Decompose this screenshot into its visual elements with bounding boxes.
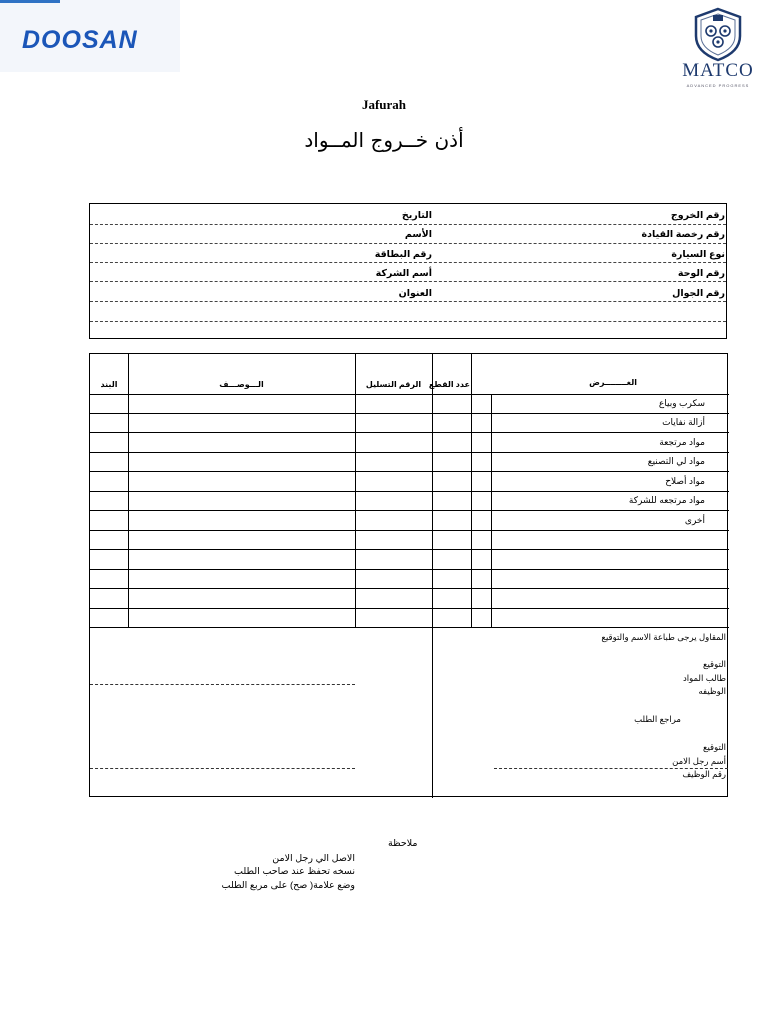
item-header: البند (100, 380, 118, 389)
vehicle-type-label: نوع السيارة (671, 249, 725, 260)
items-table (89, 353, 728, 797)
exit-number-label: رقم الخروج (670, 210, 725, 221)
purpose-checkbox[interactable] (477, 437, 487, 448)
purpose-option: مواد أصلاح (665, 476, 705, 486)
matco-logo-tagline: ADVANCED PROGRESS (686, 83, 750, 88)
company-name-label: أسم الشركة (375, 268, 432, 279)
reviewer-label: مراجع الطلب (634, 714, 681, 724)
driving-license-label: رقم رخصة القيادة (641, 229, 725, 240)
divider (90, 281, 726, 282)
form-title: أذن خــروج المــواد (304, 128, 464, 152)
signature-label: التوقيع (702, 659, 726, 669)
exit-info-box (89, 203, 727, 339)
purpose-option: أخرى (684, 515, 705, 525)
doosan-logo-text: DOOSAN (22, 26, 138, 54)
matco-shield-icon (668, 6, 768, 62)
purpose-option: مواد لي التصنيع (647, 456, 705, 466)
purpose-option: مواد مرتجعه للشركة (628, 495, 705, 505)
matco-logo (668, 6, 768, 92)
qty-header: عدد القطع (428, 380, 470, 389)
contractor-note: المقاول يرجى طباعة الاسم والتوقيع (601, 632, 726, 642)
purpose-header: الغــــــــرض (589, 378, 637, 387)
job-number-label: رقم الوظيف (682, 769, 726, 779)
divider (90, 262, 726, 263)
doosan-logo (0, 0, 180, 72)
note-line: الاصل الي رجل الامن (272, 853, 355, 864)
purpose-checkbox[interactable] (477, 515, 487, 526)
purpose-checkbox[interactable] (477, 495, 487, 506)
security-name-label: أسم رجل الامن (672, 756, 726, 766)
site-title: Jafurah (361, 97, 407, 112)
signature-line (90, 768, 355, 769)
requester-label: طالب المواد (682, 673, 726, 683)
signature-label-2: التوقيع (702, 742, 726, 752)
description-header: الـــوصـــف (219, 380, 264, 389)
purpose-option: مواد مرتجعة (659, 437, 705, 447)
date-label: التاريخ (401, 210, 432, 221)
mobile-number-label: رقم الجوال (672, 288, 725, 299)
note-line: وضع علامة( صح) على مربع الطلب (221, 880, 355, 891)
id-card-label: رقم البطاقة (374, 249, 432, 260)
signature-line (90, 684, 355, 685)
note-line: نسخه تحفظ عند صاحب الطلب (234, 866, 355, 877)
address-label: العنوان (398, 288, 432, 299)
name-label: الأسم (404, 229, 432, 240)
matco-logo-text: MATCO (682, 60, 754, 81)
purpose-checkbox[interactable] (477, 398, 487, 409)
job-title-label: الوظيفه (698, 686, 726, 696)
plate-number-label: رقم الوحة (677, 268, 725, 279)
divider (90, 243, 726, 244)
notes-title: ملاحظة (388, 838, 418, 849)
purpose-option: سكرب وبياع (658, 398, 705, 408)
purpose-option: أزالة نفايات (662, 417, 705, 427)
divider (90, 224, 726, 225)
serial-header: الرقم التسليل (365, 380, 422, 389)
purpose-checkbox[interactable] (477, 456, 487, 467)
purpose-checkbox[interactable] (477, 417, 487, 428)
purpose-checkbox[interactable] (477, 476, 487, 487)
divider (90, 321, 726, 322)
divider (90, 301, 726, 302)
